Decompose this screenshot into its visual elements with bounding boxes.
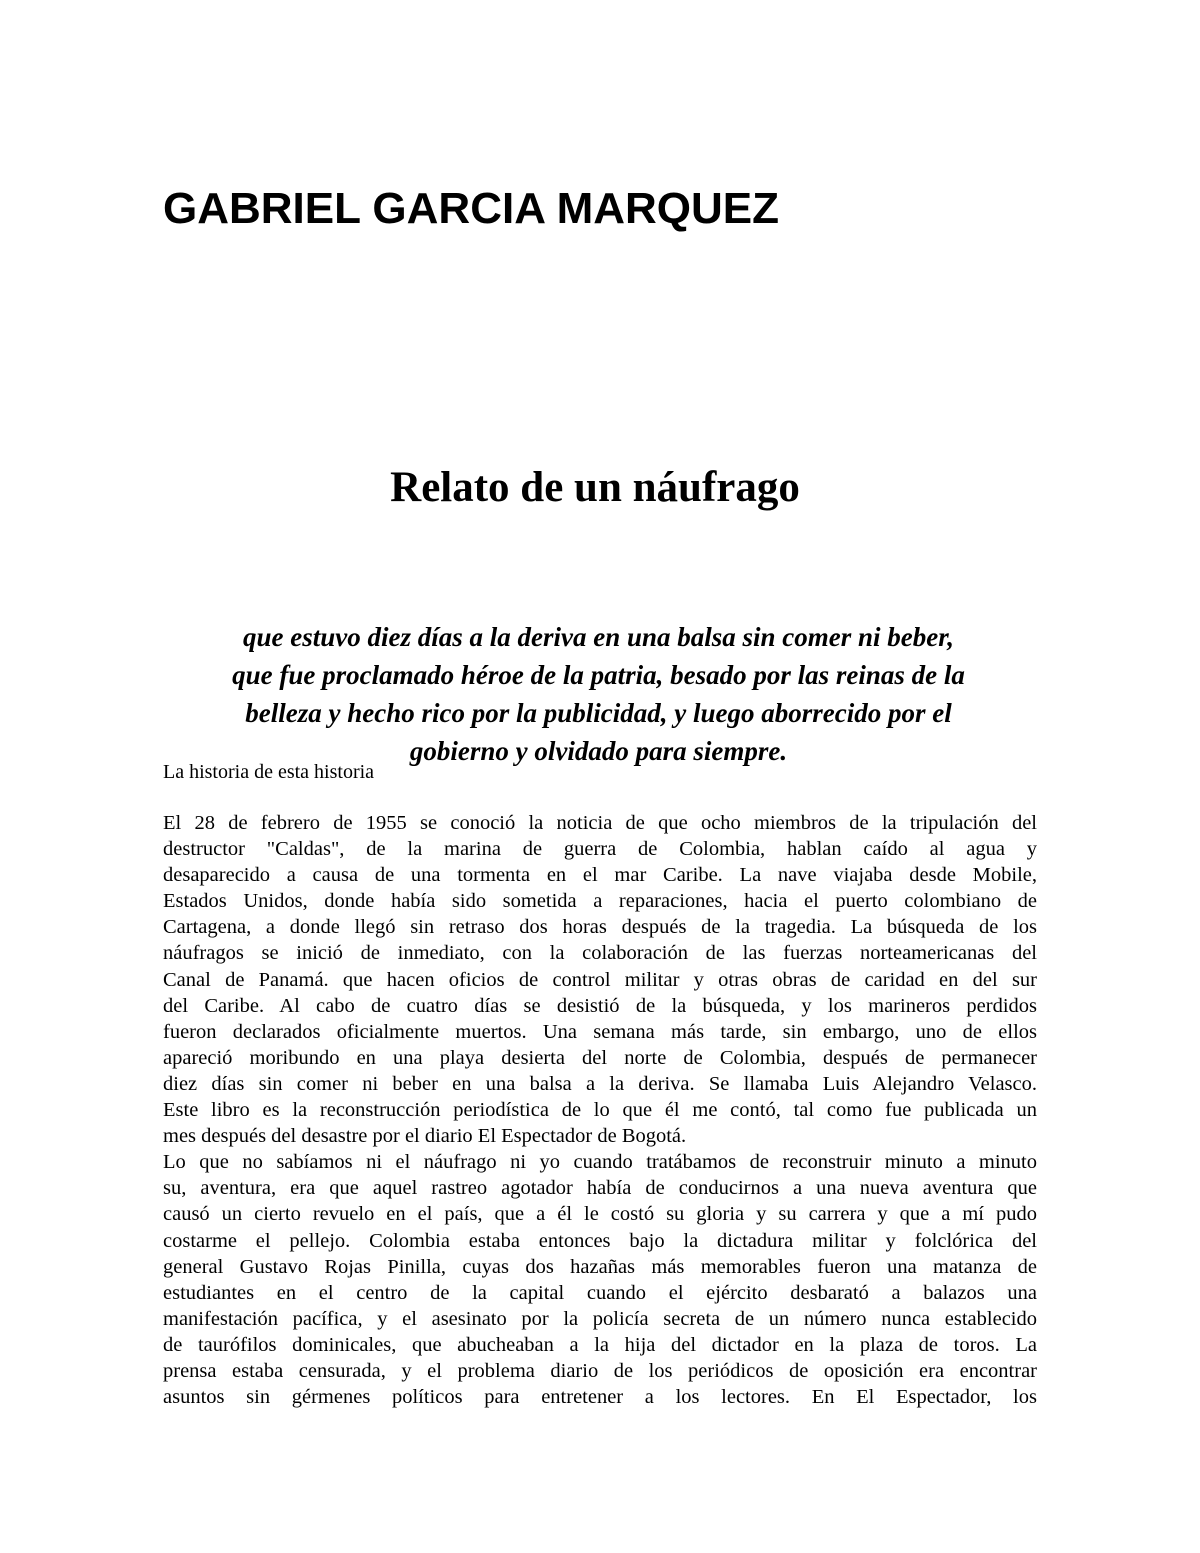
text-line: Cartagena, a donde llegó sin retraso dos horas después de la tragedia. La búsqueda de los <box>163 916 1037 939</box>
text-line: general Gustavo Rojas Pinilla, cuyas dos hazañas más memorables fueron una matanza de <box>163 1255 1037 1278</box>
text-line: Canal de Panamá. que hacen oficios de control militar y otras obras de caridad en del sur <box>163 968 1037 991</box>
subtitle-line: que fue proclamado héroe de la patria, besado por las reinas de la <box>232 660 965 690</box>
paragraph-1 <box>163 810 1037 1149</box>
text-line: El 28 de febrero de 1955 se conoció la noticia de que ocho miembros de la tripulación del <box>163 812 1037 834</box>
text-line: diez días sin comer ni beber en una balsa a la deriva. Se llamaba Luis Alejandro Velasco. <box>163 1072 1037 1095</box>
text-line: desaparecido a causa de una tormenta en el mar Caribe. La nave viajaba desde Mobile, <box>163 864 1037 887</box>
text-line: asuntos sin gérmenes políticos para entretener a los lectores. En El Espectador, los <box>163 1386 1037 1409</box>
book-title: Relato de un náufrago <box>390 464 800 511</box>
author-name: GABRIEL GARCIA MARQUEZ <box>163 184 779 233</box>
text-line: Este libro es la reconstrucción periodística de lo que él me contó, tal como fue publicada un <box>163 1099 1037 1122</box>
text-line: manifestación pacífica, y el asesinato por la policía secreta de un número nunca establecido <box>163 1307 1037 1330</box>
subtitle-line: que estuvo diez días a la deriva en una balsa sin comer ni beber, <box>242 622 955 652</box>
subtitle-line: gobierno y olvidado para siempre. <box>409 736 788 766</box>
body-text <box>163 810 1037 1410</box>
text-line: destructor "Caldas", de la marina de guerra de Colombia, hablan caído al agua y <box>163 838 1037 861</box>
text-line: su, aventura, era que aquel rastreo agotador había de conducirnos a una nueva aventura que <box>163 1177 1037 1200</box>
subtitle <box>163 618 1034 770</box>
text-line: mes después del desastre por el diario El Espectador de Bogotá. <box>163 1125 687 1148</box>
text-line: Estados Unidos, donde había sido sometida a reparaciones, hacia el puerto colombiano de <box>163 890 1037 913</box>
text-line: estudiantes en el centro de la capital cuando el ejército desbarató a balazos una <box>163 1281 1037 1304</box>
text-line: costarme el pellejo. Colombia estaba entonces bajo la dictadura militar y folclórica del <box>163 1229 1037 1252</box>
text-line: Lo que no sabíamos ni el náufrago ni yo cuando tratábamos de reconstruir minuto a minuto <box>163 1151 1037 1174</box>
text-line: prensa estaba censurada, y el problema diario de los periódicos de oposición era encontrar <box>163 1359 1037 1382</box>
text-line: de taurófilos dominicales, que abucheaban a la hija del dictador en la plaza de toros. La <box>163 1333 1037 1356</box>
subtitle-line: belleza y hecho rico por la publicidad, y luego aborrecido por el <box>245 698 952 728</box>
text-line: apareció moribundo en una playa desierta del norte de Colombia, después de permanecer <box>163 1046 1037 1069</box>
text-line: causó un cierto revuelo en el país, que a él le costó su gloria y su carrera y que a mí pudo <box>163 1203 1037 1226</box>
text-line: del Caribe. Al cabo de cuatro días se desistió de la búsqueda, y los marineros perdidos <box>163 994 1037 1017</box>
paragraph-2 <box>163 1149 1037 1410</box>
section-heading: La historia de esta historia <box>163 761 375 783</box>
text-line: fueron declarados oficialmente muertos. Una semana más tarde, sin embargo, uno de ellos <box>163 1020 1037 1043</box>
text-line: náufragos se inició de inmediato, con la colaboración de las fuerzas norteamericanas del <box>163 942 1037 965</box>
